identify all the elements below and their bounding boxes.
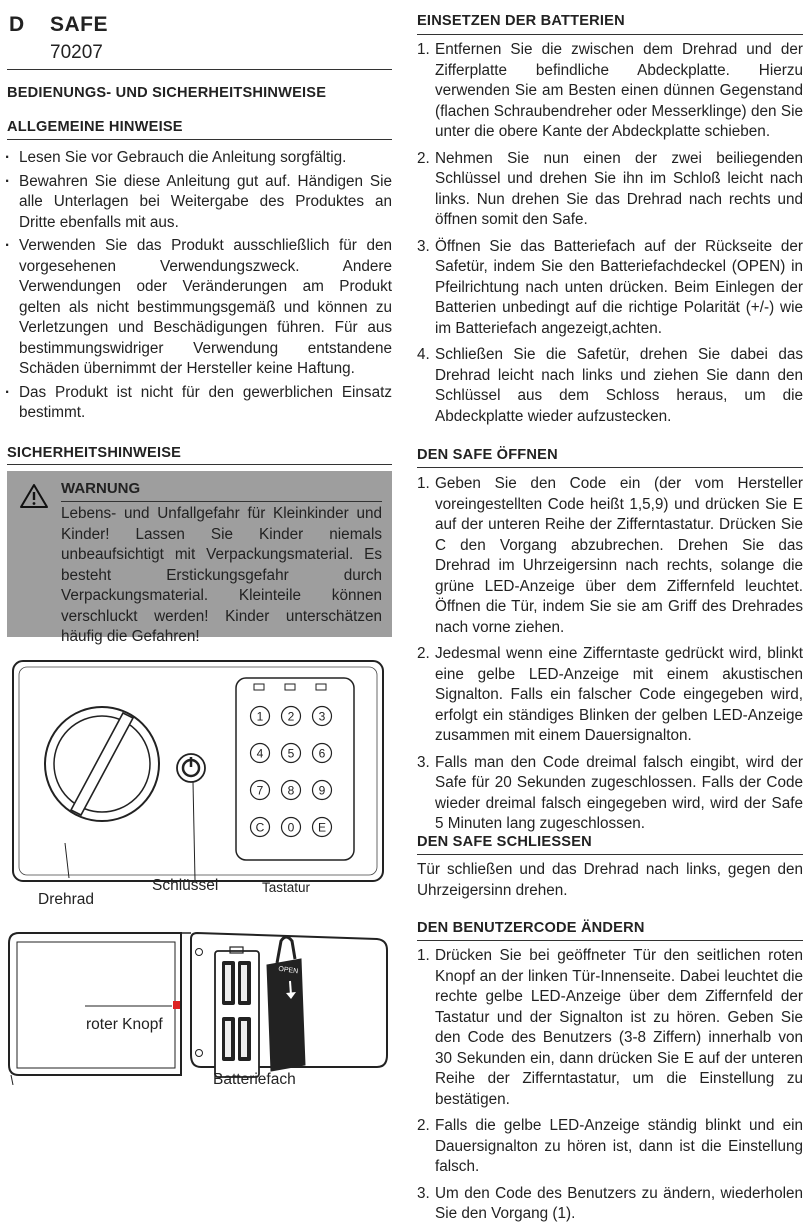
user-steps-wrap	[417, 946, 803, 1231]
general-notes-list	[7, 148, 392, 424]
safe-front-diagram	[5, 658, 395, 908]
list-item: · Verwenden Sie das Produkt ausschließlich für den vorgesehenen Verwendungszweck. Andere Verwendungen oder Veränderungen am Produkt gelten als nicht bestimmungsgemäß und können zu Verletzungen und Beschädigungen führen. Für aus bestimmungswidriger Verwendung entstandene Schäden übernimmt der Hersteller keine Haftung.	[7, 236, 392, 380]
keypad-key-label: 7	[256, 783, 264, 798]
heading-general-notes: ALLGEMEINE HINWEISE	[7, 119, 183, 135]
cover-open-label: OPEN	[277, 965, 299, 976]
safe-body-outline	[9, 933, 181, 1075]
label-drehrad: Drehrad	[38, 891, 94, 908]
keypad-key-label: 4	[256, 746, 264, 761]
keypad-key-label: 2	[287, 709, 295, 724]
product-title: SAFE	[50, 13, 109, 36]
keypad-key-label: 1	[256, 709, 264, 724]
battery-cover-icon	[267, 937, 305, 1071]
list-item: · Das Produkt ist nicht für den gewerblichen Einsatz bestimmt.	[7, 383, 392, 424]
general-notes-divider	[7, 139, 392, 140]
open-steps-wrap	[417, 474, 803, 841]
label-tastatur: Tastatur	[262, 880, 311, 895]
keypad-key-label: 8	[287, 783, 295, 798]
list-item: 2. Jedesmal wenn eine Zifferntaste gedrückt wird, blinkt eine gelbe LED-Anzeige mit einem akustischen Signalton. Falls ein falscher Code eingegeben wird, erfolgt ein ständiges Blinken der gelben LED-Anzeige zusammen mit einem Dauersignalton.	[417, 645, 803, 744]
label-roter-knopf: roter Knopf	[86, 1016, 163, 1033]
heading-close-safe: DEN SAFE SCHLIESSEN	[417, 834, 592, 850]
open-steps-list	[417, 474, 803, 835]
warning-text: Lebens- und Unfallgefahr für Kleinkinder und Kinder! Lassen Sie Kinder niemals unbeaufsichtigt mit Verpackungsmaterial. Es besteht Erstickungsgefahr durch Verpackungsmaterial. Kleinteile können verschluckt werden! Kinder unterschätzen häufig die Gefahren!	[61, 505, 382, 645]
general-notes-list-wrap	[7, 148, 392, 427]
list-item: 4. Schließen Sie die Safetür, drehen Sie dabei das Drehrad leicht nach links und ziehen Sie dann den Schlüssel aus dem Schloss heraus, um die Abdeckplatte wieder aufzustecken.	[417, 346, 803, 425]
keypad-key-label: C	[255, 820, 265, 835]
battery-steps-wrap	[417, 40, 803, 433]
red-button-indicator	[173, 1001, 180, 1009]
safety-notes-divider	[7, 464, 392, 465]
keypad-key-label: E	[317, 820, 327, 835]
keypad-key-label: 0	[287, 820, 295, 835]
header-divider	[7, 69, 392, 70]
language-code: D	[9, 13, 25, 36]
open-safe-divider	[417, 467, 803, 468]
keypad-key-label: 9	[318, 783, 326, 798]
heading-safety-notes: SICHERHEITSHINWEISE	[7, 445, 182, 461]
heading-insert-batteries: EINSETZEN DER BATTERIEN	[417, 13, 625, 29]
change-user-code-divider	[417, 940, 803, 941]
warning-title: WARNUNG	[61, 480, 141, 497]
list-item: 3. Um den Code des Benutzers zu ändern, wiederholen Sie den Vorgang (1).	[417, 1184, 803, 1222]
section-heading-operating-safety: BEDIENUNGS- UND SICHERHEITSHINWEISE	[7, 85, 327, 101]
label-batteriefach: Batteriefach	[213, 1071, 296, 1088]
key-lock-icon	[177, 754, 205, 880]
keypad-key-label: 6	[318, 746, 326, 761]
list-item: 1. Geben Sie den Code ein (der vom Hersteller voreingestellten Code heißt 1,5,9) und drücken Sie E auf der unteren Reihe der Zifferntastatur. Drücken Sie C den Vorgang abzubrechen. Drehen Sie das Drehrad im Uhrzeigersinn nach rechts, solange die grüne LED-Anzeige über dem Ziffernfeld leuchtet. Öffnen die Tür, indem Sie sie am Griff des Drehrades nach vorne ziehen.	[417, 475, 803, 636]
user-steps-list	[417, 946, 803, 1225]
keypad-keys	[251, 707, 332, 837]
battery-compartment-icon	[215, 947, 259, 1077]
heading-change-user-code: DEN BENUTZERCODE ÄNDERN	[417, 920, 645, 936]
safe-door-inside-diagram	[5, 925, 395, 1085]
battery-steps-list	[417, 40, 803, 427]
model-number: 70207	[50, 42, 103, 63]
keypad	[236, 678, 354, 860]
keypad-key-label: 3	[318, 709, 326, 724]
insert-batteries-divider	[417, 34, 803, 35]
list-item: 1. Drücken Sie bei geöffneter Tür den seitlichen roten Knopf an der linken Tür-Innenseite. Dabei leuchtet die rechte gelbe LED-Anzeige über dem Ziffernfeld der Tastatur und der Signalton ist zu hören. Geben Sie den Code des Benutzers (3-8 Ziffern) innerhalb von 30 Sekunden ein, dann drücken Sie E auf der unteren Reihe der Zifferntastatur, um die Einstellung zu bestätigen.	[417, 947, 803, 1108]
warning-box	[7, 471, 392, 645]
warning-divider	[61, 501, 382, 502]
list-item: 3. Öffnen Sie das Batteriefach auf der Rückseite der Safetür, indem Sie den Batteriefachdeckel (OPEN) in Pfeilrichtung nach unten drücken. Beim Einlegen der Batterien unbedingt auf die richtige Polarität (+/-) wie im Batteriefach angezeigt,achten.	[417, 237, 803, 337]
list-item: 2. Falls die gelbe LED-Anzeige ständig blinkt und ein Dauersignalton zu hören ist, dann ist die Einstellung falsch.	[417, 1117, 803, 1175]
list-item: 3. Falls man den Code dreimal falsch eingibt, wird der Safe für 20 Sekunden zugeschlossen. Falls der Code wieder dreimal falsch eingegeben wird, wird der Safe 5 Minuten lang zugeschlossen.	[417, 753, 803, 832]
list-item: · Bewahren Sie diese Anleitung gut auf. Händigen Sie alle Unterlagen bei Weitergabe des Produktes an Dritte ebenfalls mit aus.	[7, 172, 392, 234]
list-item: 1. Entfernen Sie die zwischen dem Drehrad und der Zifferplatte befindliche Abdeckplatte. Hierzu verwenden Sie am Besten einen dünnen Gegenstand (flachen Schraubendreher oder Messerklinge) den Sie unter die obere Kante der Abdeckplatte schieben.	[417, 41, 803, 140]
list-item: · Lesen Sie vor Gebrauch die Anleitung sorgfältig.	[7, 148, 392, 169]
list-item: 2. Nehmen Sie nun einen der zwei beiliegenden Schlüssel und drehen Sie ihn im Schloß leicht nach links. Nun drehen Sie das Drehrad nach rechts und öffnen somit den Safe.	[417, 149, 803, 228]
dial-wheel-icon	[45, 707, 159, 878]
heading-open-safe: DEN SAFE ÖFFNEN	[417, 447, 558, 463]
label-schluessel: Schlüssel	[152, 877, 219, 894]
keypad-key-label: 5	[287, 746, 295, 761]
warning-triangle-icon	[19, 483, 49, 509]
close-safe-divider	[417, 854, 803, 855]
close-safe-text: Tür schließen und das Drehrad nach links, gegen den Uhrzeigersinn drehen.	[417, 861, 803, 899]
